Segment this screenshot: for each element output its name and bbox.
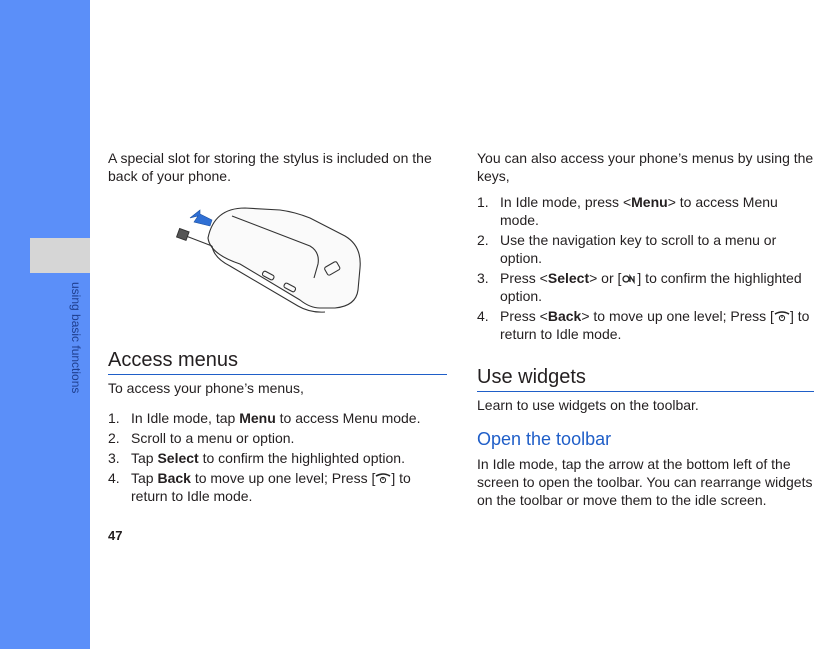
step-text: > to move up one level; Press [	[581, 308, 774, 324]
open-toolbar-heading: Open the toolbar	[477, 429, 612, 449]
keys-intro: You can also access your phone’s menus by using the keys,	[477, 150, 814, 184]
step-key: Back	[157, 470, 191, 486]
sidebar-tab	[30, 238, 90, 273]
step-text: In Idle mode, press <	[500, 194, 632, 210]
use-widgets-heading: Use widgets	[477, 365, 814, 392]
stylus-arrow-icon	[190, 210, 212, 226]
step-text: > to access Menu mode.	[500, 194, 778, 228]
step-text: Tap	[131, 450, 158, 466]
list-item	[108, 409, 447, 427]
step-number: 1.	[108, 410, 120, 426]
list-item	[477, 231, 814, 267]
step-number: 2.	[477, 232, 489, 248]
step-text: to move up one level; Press [	[190, 470, 376, 486]
right-column	[477, 149, 814, 509]
list-item	[108, 429, 447, 447]
step-text: ] to return to Idle mode.	[500, 308, 810, 342]
use-widgets-lead: Learn to use widgets on the toolbar.	[477, 397, 699, 413]
step-number: 1.	[477, 194, 489, 210]
step-key: Menu	[631, 194, 668, 210]
access-menus-section	[108, 348, 447, 507]
page-number: 47	[108, 528, 123, 543]
section-label	[68, 282, 88, 402]
access-menus-heading: Access menus	[108, 348, 447, 375]
step-number: 4.	[477, 308, 489, 324]
step-text: In Idle mode, tap	[131, 410, 240, 426]
phone-illustration	[170, 198, 370, 316]
step-number: 2.	[108, 430, 120, 446]
left-column	[108, 149, 450, 185]
list-item	[477, 193, 814, 229]
open-toolbar-body: In Idle mode, tap the arrow at the bottom left of the screen to open the toolbar. You can rearrange widgets on the toolbar or move them to the idle screen.	[477, 456, 813, 508]
end-key-icon	[774, 310, 790, 322]
end-key-icon	[375, 472, 391, 484]
step-number: 3.	[108, 450, 120, 466]
step-text: Scroll to a menu or option.	[131, 430, 295, 446]
keys-steps	[477, 193, 814, 343]
step-key: Select	[157, 450, 199, 466]
step-key: Back	[547, 308, 582, 324]
phone-body	[208, 208, 360, 308]
step-text: to access Menu mode.	[275, 410, 421, 426]
stylus	[177, 229, 212, 246]
step-text: to confirm the highlighted option.	[198, 450, 405, 466]
step-text: ] to return to Idle mode.	[131, 470, 411, 504]
step-text: Press <	[500, 270, 548, 286]
step-text: ] to confirm the highlighted option.	[500, 270, 802, 304]
list-item	[108, 469, 447, 505]
list-item	[477, 269, 814, 305]
ok-key-icon	[621, 272, 637, 284]
stylus-intro: A special slot for storing the stylus is included on the back of your phone.	[108, 150, 432, 184]
step-number: 3.	[477, 270, 489, 286]
step-text: Tap	[131, 470, 158, 486]
step-key: Select	[547, 270, 590, 286]
step-key: Menu	[239, 410, 276, 426]
step-text: Use the navigation key to scroll to a menu or option.	[500, 232, 777, 266]
step-text: > or [	[589, 270, 622, 286]
step-number: 4.	[108, 470, 120, 486]
access-menus-steps	[108, 409, 447, 505]
section-label-text: using basic functions	[69, 282, 83, 394]
step-text: Press <	[500, 308, 548, 324]
access-menus-lead: To access your phone’s menus,	[108, 380, 304, 396]
list-item	[108, 449, 447, 467]
list-item	[477, 307, 814, 343]
